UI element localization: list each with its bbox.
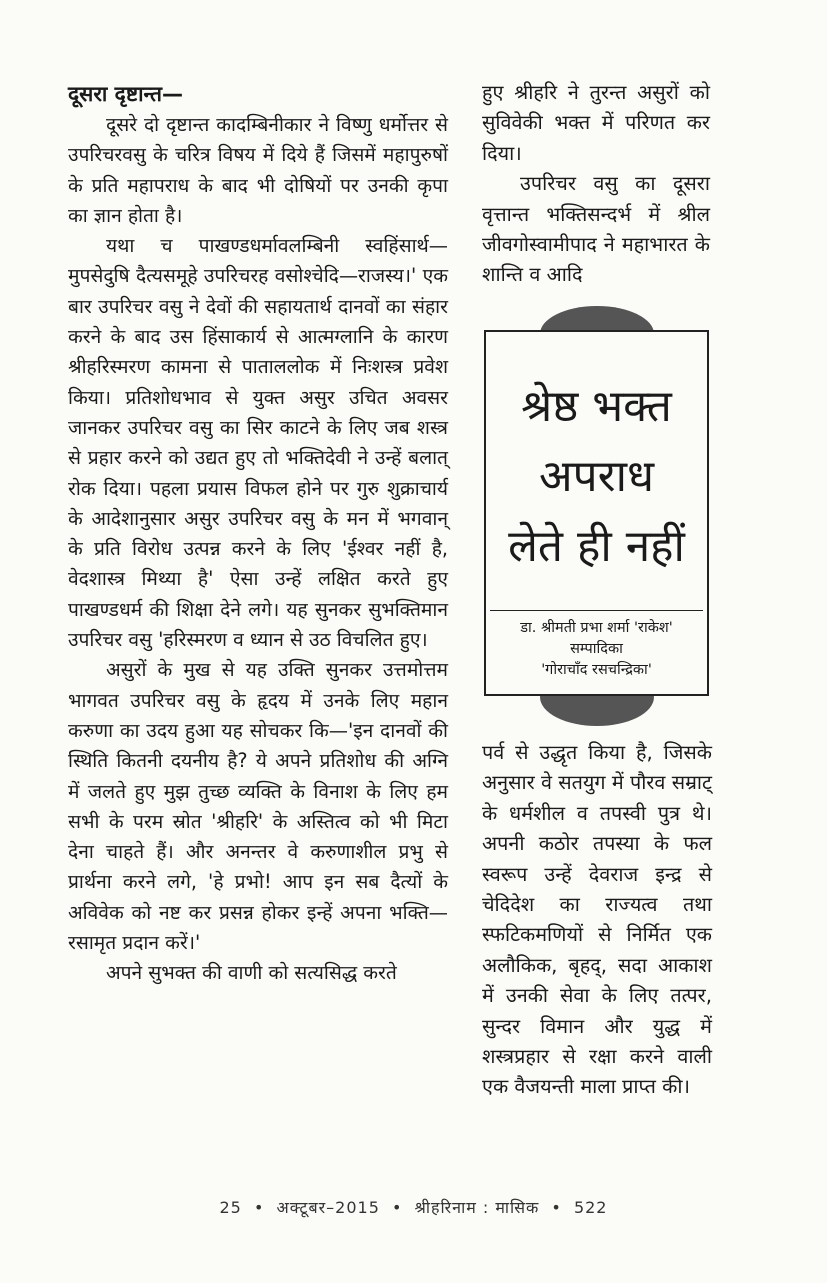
paragraph: यथा च पाखण्डधर्मावलम्बिनी स्वहिंसार्थ—मुपसेदुषि दैत्यसमूहे उपरिचरह वसोश्चेदि—राजस्य।' एक बार उपरिचर वसु ने देवों की सहायतार्थ दानवों का संहार करने के बाद उस हिंसाकार्य से आत्मग्लानि के कारण श्रीहरिस्मरण कामना से पाताललोक में निःशस्त्र प्रवेश किया। प्रतिशोधभाव से युक्त असुर उचित अवसर जानकर उपरिचर वसु का सिर काटने के लिए जब शस्त्र से प्रहार करने को उद्यत हुए तो भक्तिदेवी ने उन्हें बलात् रोक दिया। पहला प्रयास विफल होने पर गुरु शुक्राचार्य के आदेशानुसार असुर उपरिचर वसु के मन में भगवान् के प्रति विरोध उत्पन्न करने के लिए 'ईश्वर नहीं है, वेदशास्त्र मिथ्या है' ऐसा उन्हें लक्षित करते हुए पाखण्डधर्म की शिक्षा देने लगे। यह सुनकर सुभक्तिमान उपरिचर वसु 'हरिस्मरण व ध्यान से उठ विचलित हुए। (68, 234, 448, 652)
paragraph: हुए श्रीहरि ने तुरन्त असुरों को सुविवेकी भक्त में परिणत कर दिया। (482, 81, 710, 165)
page-number-right: 522 (573, 1198, 608, 1217)
article-title (486, 372, 707, 582)
section-heading: दूसरा दृष्टान्त— (68, 82, 183, 106)
title-line: लेते ही नहीं (508, 521, 685, 572)
issue-date: अक्टूबर–2015 (276, 1198, 380, 1217)
page-number-left: 25 (219, 1198, 242, 1217)
right-column-bottom (482, 738, 712, 1103)
title-line: श्रेष्ठ भक्त (521, 381, 672, 432)
paragraph: उपरिचर वसु का दूसरा वृत्तान्त भक्तिसन्दर्भ में श्रील जीवगोस्वामीपाद ने महाभारत के शान्ति व आदि (482, 172, 710, 287)
title-box (480, 306, 715, 726)
author-name: डा. श्रीमती प्रभा शर्मा 'राकेश' (520, 620, 673, 636)
author-role: सम्पादिका (570, 641, 623, 657)
publication-name: 'गोराचाँद रसचन्द्रिका' (541, 662, 652, 678)
divider (490, 610, 703, 611)
magazine-name: श्रीहरिनाम : मासिक (414, 1198, 540, 1217)
title-line: अपराध (538, 451, 655, 502)
bullet-separator: • (392, 1198, 403, 1217)
bullet-separator: • (551, 1198, 562, 1217)
paragraph: अपने सुभक्त की वाणी को सत्यसिद्ध करते (106, 961, 397, 985)
paragraph: असुरों के मुख से यह उक्ति सुनकर उत्तमोत्तम भागवत उपरिचर वसु के हृदय में उनके लिए महान करुणा का उदय हुआ यह सोचकर कि—'इन दानवों की स्थिति कितनी दयनीय है? ये अपने प्रतिशोध की अग्नि में जलते हुए मुझ तुच्छ व्यक्ति के विनाश के लिए हम सभी के परम स्रोत 'श्रीहरि' के अस्तित्व को भी मिटा देना चाहते हैं। और अनन्तर वे करुणाशील प्रभु से प्रार्थना करने लगे, 'हे प्रभो! आप इन सब दैत्यों के अविवेक को नष्ट कर प्रसन्न होकर इन्हें अपना भक्ति—रसामृत प्रदान करें।' (68, 658, 448, 955)
paragraph: पर्व से उद्धृत किया है, जिसके अनुसार वे सतयुग में पौरव सम्राट् के धर्मशील व तपस्वी पुत्र थे। अपनी कठोर तपस्या के फल स्वरूप उन्हें देवराज इन्द्र से चेदिदेश का राज्यत्व तथा स्फटिकमणियों से निर्मित एक अलौकिक, बृहद्, सदा आकाश में उनकी सेवा के लिए तत्पर, सुन्दर विमान और युद्ध में शस्त्रप्रहार से रक्षा करने वाली एक वैजयन्ती माला प्राप्त की। (482, 741, 712, 1099)
left-column (68, 78, 448, 989)
title-frame (484, 330, 709, 696)
right-column-top (482, 78, 710, 291)
author-credit (486, 618, 707, 681)
paragraph: दूसरे दो दृष्टान्त कादम्बिनीकार ने विष्णु धर्मोत्तर से उपरिचरवसु के चरित्र विषय में दिये हैं जिसमें महापुरुषों के प्रति महापराध के बाद भी दोषियों पर उनकी कृपा का ज्ञान होता है। (68, 113, 448, 227)
page-footer (0, 1196, 827, 1218)
bullet-separator: • (253, 1198, 265, 1217)
